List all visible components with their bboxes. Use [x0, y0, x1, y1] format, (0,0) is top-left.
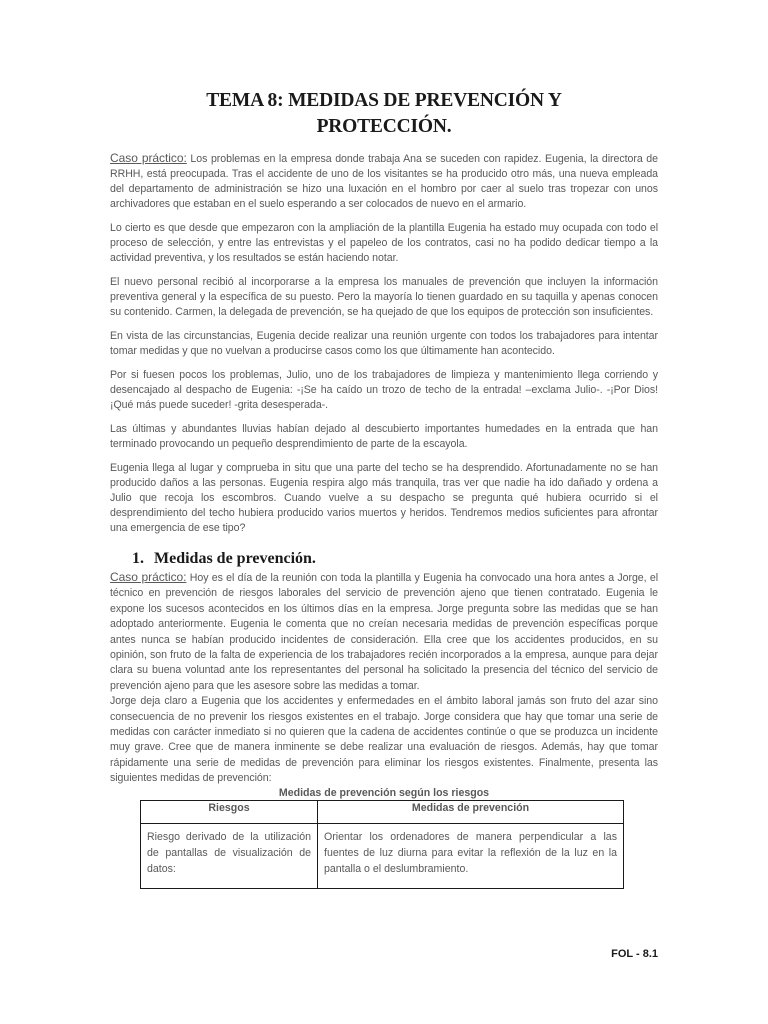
document-page [110, 0, 658, 1024]
title-line-2: PROTECCIÓN. [316, 116, 452, 137]
prevention-table [140, 800, 624, 889]
intro-text-1: Los problemas en la empresa donde trabaja Ana se suceden con rapidez. Eugenia, la directora de RRHH, está preocupada. Tras el accidente de uno de los visitantes se ha producido otro más, una nueva empleada del departamento de administración se hizo una luxación en el hombro por caer al suelo tras tropezar con unos archivadores que estaban en el suelo esperando a ser colocados de nuevo en el armario. [110, 153, 658, 210]
section-heading [132, 548, 658, 570]
case-study-label: Caso práctico: [110, 151, 187, 165]
title-line-1: TEMA 8: MEDIDAS DE PREVENCIÓN Y [206, 90, 562, 111]
section-paragraph-1 [110, 570, 658, 694]
measure-cell: Orientar los ordenadores de manera perpendicular a las fuentes de luz diurna para evitar la reflexión de la luz en la pantalla o el deslumbramiento. [318, 823, 624, 888]
intro-paragraph-4: En vista de las circunstancias, Eugenia decide realizar una reunión urgente con todos los trabajadores para intentar tomar medidas y que no vuelvan a producirse casos como los que últimamente han acontecido. [110, 330, 658, 357]
table-row [141, 823, 624, 888]
section-title: Medidas de prevención. [154, 550, 316, 567]
intro-paragraph-2: Lo cierto es que desde que empezaron con la ampliación de la plantilla Eugenia ha estado muy ocupada con todo el proceso de selección, y entre las entrevistas y el papeleo de los contratos, casi no ha podido dedicar tiempo a la actividad preventiva, y los resultados se están haciendo notar. [110, 222, 658, 264]
section-number: 1. [132, 550, 144, 567]
header-measures: Medidas de prevención [318, 800, 624, 823]
intro-paragraph-1 [110, 151, 658, 212]
header-risks: Riesgos [141, 800, 318, 823]
intro-paragraph-7: Eugenia llega al lugar y comprueba in situ que una parte del techo se ha desprendido. Afortunadamente no se han producido daños a las personas. Eugenia respira algo más tranquila, tras ver que nadie ha ido dañado y ordena a Julio que recoja los escombros. Cuando vuelve a su despacho se pregunta qué hubiera ocurrido si el desprendimiento del techo hubiera producido varios muertos y heridos. Tendremos medios suficientes para afrontar una emergencia de ese tipo? [110, 462, 658, 534]
risk-cell: Riesgo derivado de la utilización de pantallas de visualización de datos: [141, 823, 318, 888]
section-paragraph-2: Jorge deja claro a Eugenia que los accidentes y enfermedades en el ámbito laboral jamás son fruto del azar sino consecuencia de no prevenir los riesgos existentes en el trabajo. Jorge considera que hay que tomar una serie de medidas con carácter inmediato si no quieren que la cadena de accidentes continúe o que se produzca un incidente muy grave. Cree que de manera inminente se debe realizar una evaluación de riesgos. Además, hay que tomar rápidamente una serie de medidas de prevención para eliminar los riesgos existentes. Finalmente, presenta las siguientes medidas de prevención: [110, 695, 658, 785]
page-title [110, 88, 658, 140]
intro-paragraph-3: El nuevo personal recibió al incorporarse a la empresa los manuales de prevención que incluyen la información preventiva general y la específica de su puesto. Pero la mayoría lo tienen guardado en su taquilla y apenas conocen su contenido. Carmen, la delegada de prevención, se ha quejado de que los equipos de protección son insuficientes. [110, 276, 658, 318]
page-footer: FOL - 8.1 [611, 948, 658, 960]
intro-paragraph-5: Por si fuesen pocos los problemas, Julio, uno de los trabajadores de limpieza y mantenimiento llega corriendo y desencajado al despacho de Eugenia: -¡Se ha caído un trozo de techo de la entrada! –exclama Julio-. -¡Por Dios! ¡Qué más puede suceder! -grita desesperada-. [110, 369, 658, 411]
table-header-row [141, 800, 624, 823]
section-text-1: Hoy es el día de la reunión con toda la plantilla y Eugenia ha convocado una hora antes a Jorge, el técnico en prevención de riesgos laborales del servicio de prevención ajeno que tienen contratado. Eugenia le expone los sucesos acontecidos en los últimos días en la empresa. Jorge pregunta sobre las medidas que se han adoptado anteriormente. Eugenia le comenta que no creían necesaria medidas de prevención específicas porque antes nunca se habían producido incidentes de consideración. Ella cree que los accidentes producidos, en su opinión, son fruto de la falta de experiencia de los trabajadores recién incorporados a la empresa, aunque para dejar clara su buena voluntad ante los representantes del personal ha solicitado la presencia del técnico del servicio de prevención ajeno para que les asesore sobre las medidas a tomar. [110, 572, 659, 692]
case-study-label-2: Caso práctico: [110, 570, 187, 584]
intro-paragraph-6: Las últimas y abundantes lluvias habían dejado al descubierto importantes humedades en la entrada que han terminado provocando un pequeño desprendimiento de parte de la escayola. [110, 423, 658, 450]
table-caption: Medidas de prevención según los riesgos [278, 786, 490, 799]
